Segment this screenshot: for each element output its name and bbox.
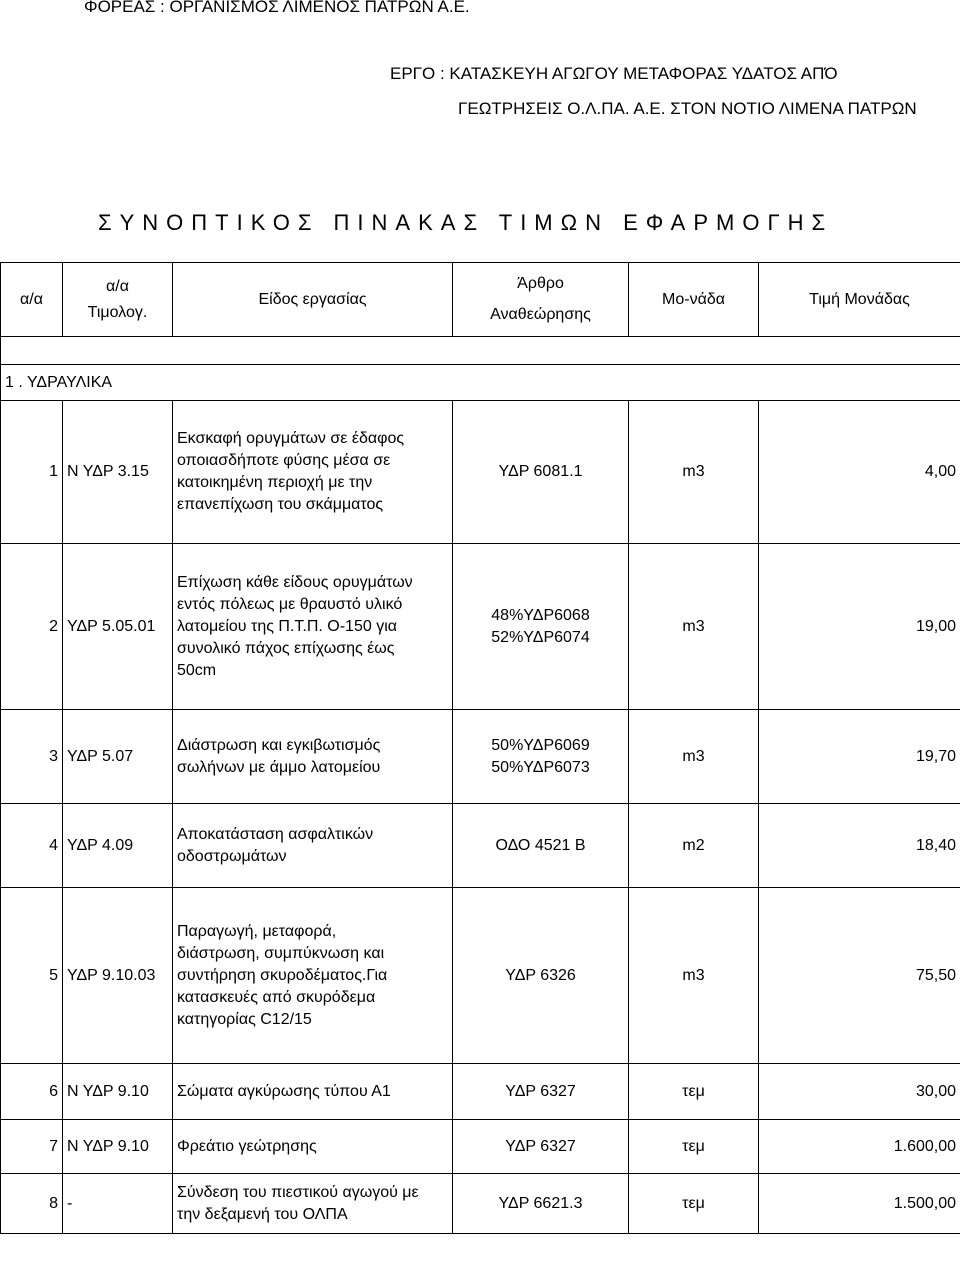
description-line: σωλήνων με άμμο λατομείου [177, 758, 381, 776]
row-description [173, 710, 453, 804]
description-line: την δεξαμενή του ΟΛΠΑ [177, 1205, 348, 1223]
article-line: ΥΔΡ 6326 [505, 966, 576, 984]
row-article [453, 544, 629, 710]
row-code: ΥΔΡ 4.09 [63, 804, 173, 888]
row-price: 18,40 [759, 804, 960, 888]
description-line: συντήρηση σκυροδέματος.Για [177, 966, 388, 984]
article-line: 50%ΥΔΡ6073 [491, 758, 590, 776]
table-row [1, 1174, 960, 1234]
table-body [1, 401, 960, 1234]
row-aa: 5 [1, 888, 63, 1064]
col-header-article [453, 263, 629, 337]
description-line: επανεπίχωση του σκάμματος [177, 496, 384, 513]
spacer-row [1, 337, 960, 365]
description-line: Σώματα αγκύρωσης τύπου Α1 [177, 1082, 391, 1100]
col-header-code-line2: Τιμολογ. [87, 303, 148, 321]
row-price: 4,00 [759, 401, 960, 544]
article-line: 48%ΥΔΡ6068 [491, 606, 590, 624]
table-row [1, 544, 960, 710]
article-line: ΥΔΡ 6327 [505, 1082, 576, 1100]
description-line: οποιασδήποτε φύσης μέσα σε [177, 452, 391, 469]
description-line: εντός πόλεως με θραυστό υλικό [177, 595, 403, 613]
row-article [453, 804, 629, 888]
description-line: Επίχωση κάθε είδους ορυγμάτων [177, 573, 413, 591]
row-article [453, 888, 629, 1064]
row-unit: m2 [629, 804, 759, 888]
row-unit: m3 [629, 401, 759, 544]
col-header-code-line1: α/α [106, 277, 129, 295]
row-unit: τεμ [629, 1064, 759, 1120]
row-article [453, 1174, 629, 1234]
table-row [1, 401, 960, 544]
row-code: Ν ΥΔΡ 3.15 [63, 401, 173, 544]
description-line: συνολικό πάχος επίχωσης έως [177, 639, 395, 657]
row-price: 1.500,00 [759, 1174, 960, 1234]
row-price: 75,50 [759, 888, 960, 1064]
col-header-description: Είδος εργασίας [173, 263, 453, 337]
row-description [173, 1064, 453, 1120]
description-line: Φρεάτιο γεώτρησης [177, 1137, 317, 1155]
row-price: 1.600,00 [759, 1120, 960, 1174]
row-aa: 3 [1, 710, 63, 804]
table-header-row [1, 263, 960, 337]
project-line-1: ΕΡΓΟ : ΚΑΤΑΣΚΕΥΗ ΑΓΩΓΟΥ ΜΕΤΑΦΟΡΑΣ ΥΔΑΤΟΣ ΑΠΌ [390, 64, 838, 83]
row-article [453, 401, 629, 544]
description-line: κατασκευές από σκυρόδεμα [177, 988, 376, 1006]
row-price: 30,00 [759, 1064, 960, 1120]
row-description [173, 401, 453, 544]
row-description [173, 804, 453, 888]
article-line: ΟΔΟ 4521 Β [495, 836, 586, 854]
col-header-article-line1: Άρθρο [517, 275, 564, 292]
row-description [173, 544, 453, 710]
row-aa: 6 [1, 1064, 63, 1120]
table-row [1, 1120, 960, 1174]
table-row [1, 888, 960, 1064]
row-description [173, 1120, 453, 1174]
project-line-2: ΓΕΩΤΡΗΣΕΙΣ Ο.Λ.ΠΑ. Α.Ε. ΣΤΟΝ ΝΟΤΙΟ ΛΙΜΕΝΑ ΠΑΤΡΩΝ [458, 99, 917, 118]
article-line: 50%ΥΔΡ6069 [491, 736, 590, 754]
description-line: Διάστρωση και εγκιβωτισμός [177, 736, 381, 754]
page-title: ΣΥΝΟΠΤΙΚΟΣ ΠΙΝΑΚΑΣ ΤΙΜΩΝ ΕΦΑΡΜΟΓΗΣ [98, 210, 834, 235]
description-line: διάστρωση, συμπύκνωση και [177, 944, 385, 962]
row-code: Ν ΥΔΡ 9.10 [63, 1120, 173, 1174]
description-line: οδοστρωμάτων [177, 847, 287, 865]
col-header-aa: α/α [1, 263, 63, 337]
description-line: Αποκατάσταση ασφαλτικών [177, 825, 374, 843]
row-code: ΥΔΡ 5.05.01 [63, 544, 173, 710]
row-aa: 7 [1, 1120, 63, 1174]
description-line: λατομείου της Π.Τ.Π. Ο-150 για [177, 617, 397, 635]
row-article [453, 1120, 629, 1174]
col-header-code [63, 263, 173, 337]
col-header-unit: Μο-νάδα [629, 263, 759, 337]
table-row [1, 804, 960, 888]
row-price: 19,00 [759, 544, 960, 710]
col-header-article-line2: Αναθεώρησης [490, 306, 591, 323]
row-description [173, 888, 453, 1064]
row-code: ΥΔΡ 9.10.03 [63, 888, 173, 1064]
row-code: Ν ΥΔΡ 9.10 [63, 1064, 173, 1120]
article-line: 52%ΥΔΡ6074 [491, 628, 590, 646]
description-line: 50cm [177, 661, 217, 679]
description-line: Παραγωγή, μεταφορά, [177, 922, 337, 940]
section-row [1, 365, 960, 401]
article-line: ΥΔΡ 6621.3 [498, 1194, 583, 1212]
description-line: κατηγορίας C12/15 [177, 1010, 312, 1028]
section-title: 1 . ΥΔΡΑΥΛΙΚΑ [1, 365, 960, 401]
description-line: κατοικημένη περιοχή με την [177, 474, 373, 491]
description-line: Σύνδεση του πιεστικού αγωγού με [177, 1183, 419, 1201]
row-article [453, 710, 629, 804]
table-row [1, 1064, 960, 1120]
agency-line: ΦΟΡΕΑΣ : ΟΡΓΑΝΙΣΜΟΣ ΛΙΜΕΝΟΣ ΠΑΤΡΩΝ Α.Ε. [84, 0, 470, 16]
description-line: Εκσκαφή ορυγμάτων σε έδαφος [177, 430, 405, 447]
article-line: ΥΔΡ 6081.1 [498, 463, 583, 480]
col-header-price: Τιμή Μονάδας [759, 263, 960, 337]
article-line: ΥΔΡ 6327 [505, 1137, 576, 1155]
row-code: ΥΔΡ 5.07 [63, 710, 173, 804]
row-article [453, 1064, 629, 1120]
row-description [173, 1174, 453, 1234]
row-aa: 1 [1, 401, 63, 544]
row-unit: m3 [629, 544, 759, 710]
row-code: - [63, 1174, 173, 1234]
row-aa: 4 [1, 804, 63, 888]
row-unit: τεμ [629, 1120, 759, 1174]
row-unit: m3 [629, 888, 759, 1064]
row-aa: 8 [1, 1174, 63, 1234]
price-table [0, 262, 960, 1234]
row-price: 19,70 [759, 710, 960, 804]
table-row [1, 710, 960, 804]
row-unit: m3 [629, 710, 759, 804]
row-unit: τεμ [629, 1174, 759, 1234]
row-aa: 2 [1, 544, 63, 710]
